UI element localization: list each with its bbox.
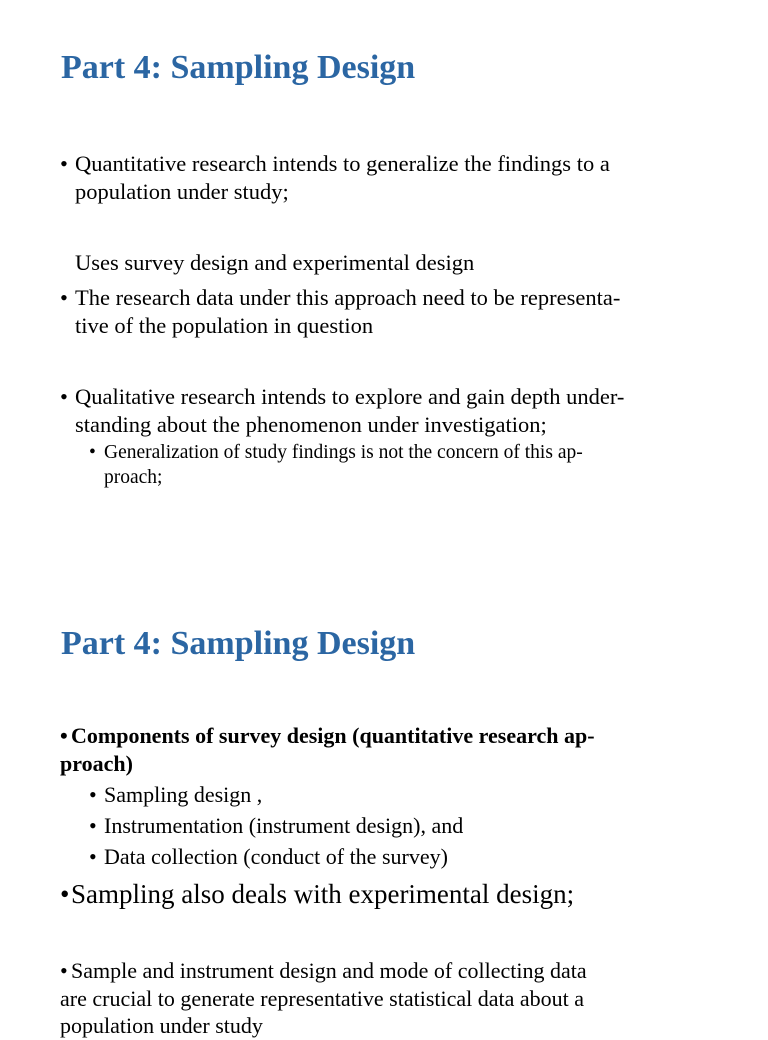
sub-bullet-item-sampling-design	[89, 779, 262, 810]
paragraph-survey-experimental	[75, 249, 474, 277]
bullet-marker: •	[60, 723, 68, 748]
bullet-item-experimental-design	[60, 878, 574, 910]
bullet-text-line: Sampling design ,	[104, 782, 263, 807]
bullet-text-line: proach)	[60, 750, 133, 776]
bullet-marker: •	[60, 958, 68, 983]
bullet-item-survey-components	[60, 722, 595, 777]
bullet-marker: •	[60, 151, 68, 176]
bullet-text-line: Qualitative research intends to explore and gain depth under-	[75, 384, 625, 409]
bullet-marker: •	[89, 844, 97, 869]
bullet-item-sample-instrument	[60, 957, 587, 1040]
bullet-marker: •	[60, 285, 68, 310]
slide-2	[0, 576, 768, 1038]
bullet-text-line: Sampling also deals with experimental design;	[71, 879, 575, 909]
bullet-marker: •	[89, 442, 96, 463]
sub-bullet-item-data-collection	[89, 841, 448, 872]
bullet-marker: •	[89, 813, 97, 838]
bullet-text-line: Generalization of study findings is not the concern of this ap-	[104, 442, 583, 463]
bullet-marker: •	[89, 782, 97, 807]
sub-bullet-item-generalization	[89, 441, 583, 490]
bullet-text-line: The research data under this approach need to be representa-	[75, 285, 621, 310]
slide-title: Part 4: Sampling Design	[61, 625, 416, 662]
sub-bullet-item-instrumentation	[89, 810, 463, 841]
bullet-marker: •	[60, 879, 70, 909]
bullet-text-line: standing about the phenomenon under investigation;	[75, 411, 547, 437]
bullet-text-line: are crucial to generate representative statistical data about a	[60, 985, 585, 1011]
slide-title: Part 4: Sampling Design	[61, 49, 416, 86]
bullet-item-quantitative	[60, 150, 610, 205]
bullet-text-line: Quantitative research intends to generalize the findings to a	[75, 151, 610, 176]
bullet-item-representative	[60, 284, 620, 339]
bullet-text-line: Data collection (conduct of the survey)	[104, 844, 448, 869]
bullet-text-line: Sample and instrument design and mode of collecting data	[71, 958, 587, 983]
bullet-text-line: Components of survey design (quantitative research ap-	[71, 723, 595, 748]
bullet-text-line: Instrumentation (instrument design), and	[104, 813, 464, 838]
bullet-text-line: tive of the population in question	[75, 312, 374, 338]
bullet-text-line: population under study	[60, 1013, 263, 1038]
paragraph-text: Uses survey design and experimental design	[75, 250, 475, 275]
bullet-item-qualitative	[60, 383, 624, 438]
bullet-marker: •	[60, 384, 68, 409]
bullet-text-line: population under study;	[75, 178, 289, 204]
bullet-text-line: proach;	[104, 466, 163, 488]
